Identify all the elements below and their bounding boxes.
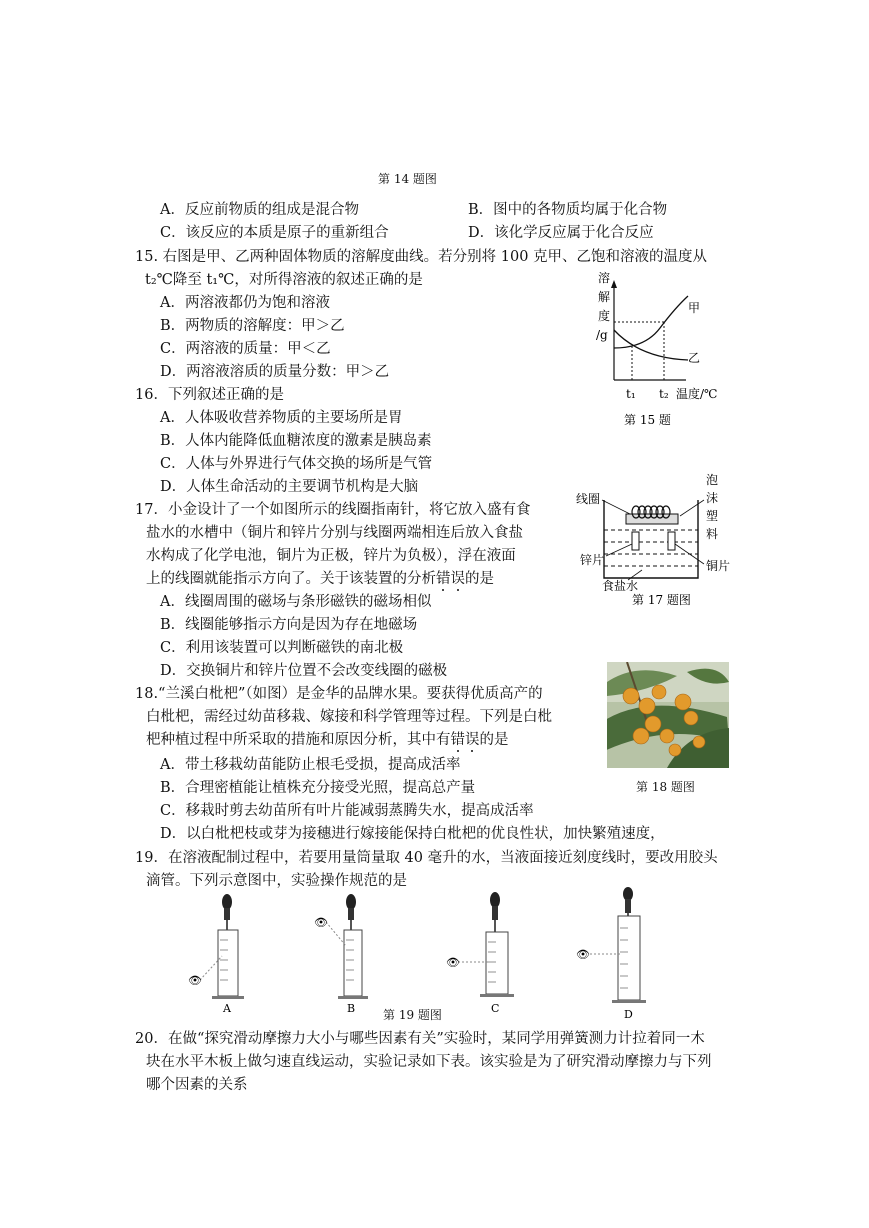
fig15-xlabel: 温度/℃ [676, 387, 718, 401]
q15-option-a[interactable]: A．两溶液都仍为饱和溶液 [160, 295, 330, 311]
q17-stem-line4-a: 上的线圈就能指示方向了。关于该装置的分析 [146, 571, 436, 587]
fig17-label-foam-1: 泡 [706, 473, 719, 487]
fig15-caption: 第 15 题 [624, 413, 671, 427]
fig15-label-yi: 乙 [688, 351, 701, 365]
q15-option-b[interactable]: B．两物质的溶解度：甲＞乙 [160, 318, 345, 334]
q15-option-c[interactable]: C．两溶液的质量：甲＜乙 [160, 341, 331, 357]
coil-compass-figure [572, 470, 732, 610]
q14-caption: 第 14 题图 [378, 172, 437, 186]
q18-option-b[interactable]: B．合理密植能让植株充分接受光照，提高总产量 [160, 780, 476, 796]
svg-text:👁: 👁 [446, 956, 460, 969]
q18-option-d[interactable]: D．以白枇杷枝或芽为接穗进行嫁接能保持白枇杷的优良性状，加快繁殖速度， [160, 826, 665, 842]
graduated-cylinder-figure [170, 886, 670, 1022]
fig19-option-c [446, 892, 514, 1015]
q18-emph-2: 误 [465, 732, 480, 748]
fig19-label-a: A [223, 1002, 231, 1015]
fig15-ylabel-3: 度 [598, 309, 611, 323]
fig17-label-coil: 线圈 [576, 492, 601, 506]
q17-option-b[interactable]: B．线圈能够指示方向是因为存在地磁场 [160, 617, 418, 633]
fig17-caption: 第 17 题图 [632, 593, 691, 607]
fig17-copper-plate [668, 532, 675, 550]
q17-stem-line2: 盐水的水槽中（铜片和锌片分别与线圈两端相连后放入食盐 [146, 525, 523, 541]
q18-option-a[interactable]: A．带土移栽幼苗能防止根毛受损，提高成活率 [160, 757, 461, 773]
q17-stem-line4-d: 的是 [465, 571, 494, 587]
q17-option-c[interactable]: C．利用该装置可以判断磁铁的南北极 [160, 640, 404, 656]
fig17-label-zinc: 锌片 [580, 553, 605, 567]
q16-option-a[interactable]: A．人体吸收营养物质的主要场所是胃 [160, 410, 403, 426]
fig19-option-b [314, 894, 368, 1015]
svg-text:👁: 👁 [576, 948, 590, 961]
fig19-option-d [576, 887, 646, 1021]
fig17-zinc-plate [632, 532, 639, 550]
q17-option-d[interactable]: D．交换铜片和锌片位置不会改变线圈的磁极 [160, 663, 448, 679]
q20-stem-line1: 20．在做“探究滑动摩擦力大小与哪些因素有关”实验时，某同学用弹簧测力计拉着同一木 [135, 1031, 705, 1047]
q19-stem-line1: 19．在溶液配制过程中，若要用量筒量取 40 毫升的水，当液面接近刻度线时，要改用胶头 [135, 850, 718, 866]
q15-stem-line2: t₂℃降至 t₁℃，对所得溶液的叙述正确的是 [145, 272, 423, 288]
fig15-curve-yi [614, 330, 688, 360]
q14-option-d[interactable]: D．该化学反应属于化合反应 [468, 225, 654, 241]
fig15-label-t2: t₂ [659, 387, 669, 401]
fig17-label-foam-2: 沫 [706, 491, 719, 505]
q16-option-b[interactable]: B．人体内能降低血糖浓度的激素是胰岛素 [160, 433, 432, 449]
q18-emph-1: 错 [450, 732, 465, 748]
fig19-option-a [188, 894, 244, 1015]
q18-stem-line1: 18.“兰溪白枇杷”（如图）是金华的品牌水果。要获得优质高产的 [135, 686, 543, 702]
q18-option-c[interactable]: C．移栽时剪去幼苗所有叶片能减弱蒸腾失水，提高成活率 [160, 803, 534, 819]
q14-option-a[interactable]: A．反应前物质的组成是混合物 [160, 202, 359, 218]
fig19-label-b: B [347, 1002, 356, 1015]
q18-stem-line3 [146, 728, 509, 749]
fig15-label-t1: t₁ [626, 387, 636, 401]
q18-stem-line3-d: 的是 [479, 732, 509, 748]
q18-caption: 第 18 题图 [636, 780, 695, 794]
fig17-label-foam-3: 塑 [706, 509, 719, 523]
fig15-label-jia: 甲 [688, 301, 701, 315]
svg-text:👁: 👁 [314, 916, 328, 929]
q15-option-d[interactable]: D．两溶液溶质的质量分数：甲＞乙 [160, 364, 390, 380]
q19-stem-line2: 滴管。下列示意图中，实验操作规范的是 [146, 873, 407, 889]
loquat-photo [607, 662, 729, 768]
q15-stem-line1: 15. 右图是甲、乙两种固体物质的溶解度曲线。若分别将 100 克甲、乙饱和溶液的温度从 [135, 249, 708, 265]
fig15-ylabel-1: 溶 [598, 271, 611, 285]
q17-emph-2: 误 [450, 571, 465, 587]
q17-emph-1: 错 [436, 571, 451, 587]
q14-option-b[interactable]: B．图中的各物质均属于化合物 [468, 202, 668, 218]
q17-stem-line4 [146, 567, 494, 588]
fig15-y-arrow [611, 280, 617, 288]
svg-text:👁: 👁 [188, 974, 202, 987]
q18-stem-line2: 白枇杷，需经过幼苗移栽、嫁接和科学管理等过程。下列是白枇 [146, 709, 552, 725]
q17-stem-line1: 17．小金设计了一个如图所示的线圈指南针，将它放入盛有食 [135, 502, 531, 518]
fig17-label-salt: 食盐水 [602, 579, 639, 593]
fig19-label-c: C [491, 1002, 500, 1015]
q14-option-c[interactable]: C．该反应的本质是原子的重新组合 [160, 225, 389, 241]
solubility-curve-figure [590, 268, 740, 428]
q20-stem-line2: 块在水平木板上做匀速直线运动，实验记录如下表。该实验是为了研究滑动摩擦力与下列 [146, 1054, 712, 1070]
q16-option-c[interactable]: C．人体与外界进行气体交换的场所是气管 [160, 456, 433, 472]
fig19-label-d: D [624, 1008, 633, 1021]
q18-stem-line3-a: 杷种植过程中所采取的措施和原因分析，其中有 [146, 732, 451, 748]
q20-stem-line3: 哪个因素的关系 [146, 1077, 248, 1093]
q16-stem: 16．下列叙述正确的是 [135, 387, 284, 403]
fig17-label-foam-4: 料 [706, 527, 719, 541]
q19-caption: 第 19 题图 [383, 1008, 442, 1022]
fig17-foam-board [626, 514, 678, 524]
fig15-ylabel-2: 解 [598, 290, 611, 304]
q17-option-a[interactable]: A．线圈周围的磁场与条形磁铁的磁场相似 [160, 594, 432, 610]
fig17-label-copper: 铜片 [706, 559, 731, 573]
q16-option-d[interactable]: D．人体生命活动的主要调节机构是大脑 [160, 479, 419, 495]
fig15-ylabel-4: /g [596, 328, 608, 342]
q17-stem-line3: 水构成了化学电池，铜片为正极，锌片为负极），浮在液面 [146, 548, 516, 564]
